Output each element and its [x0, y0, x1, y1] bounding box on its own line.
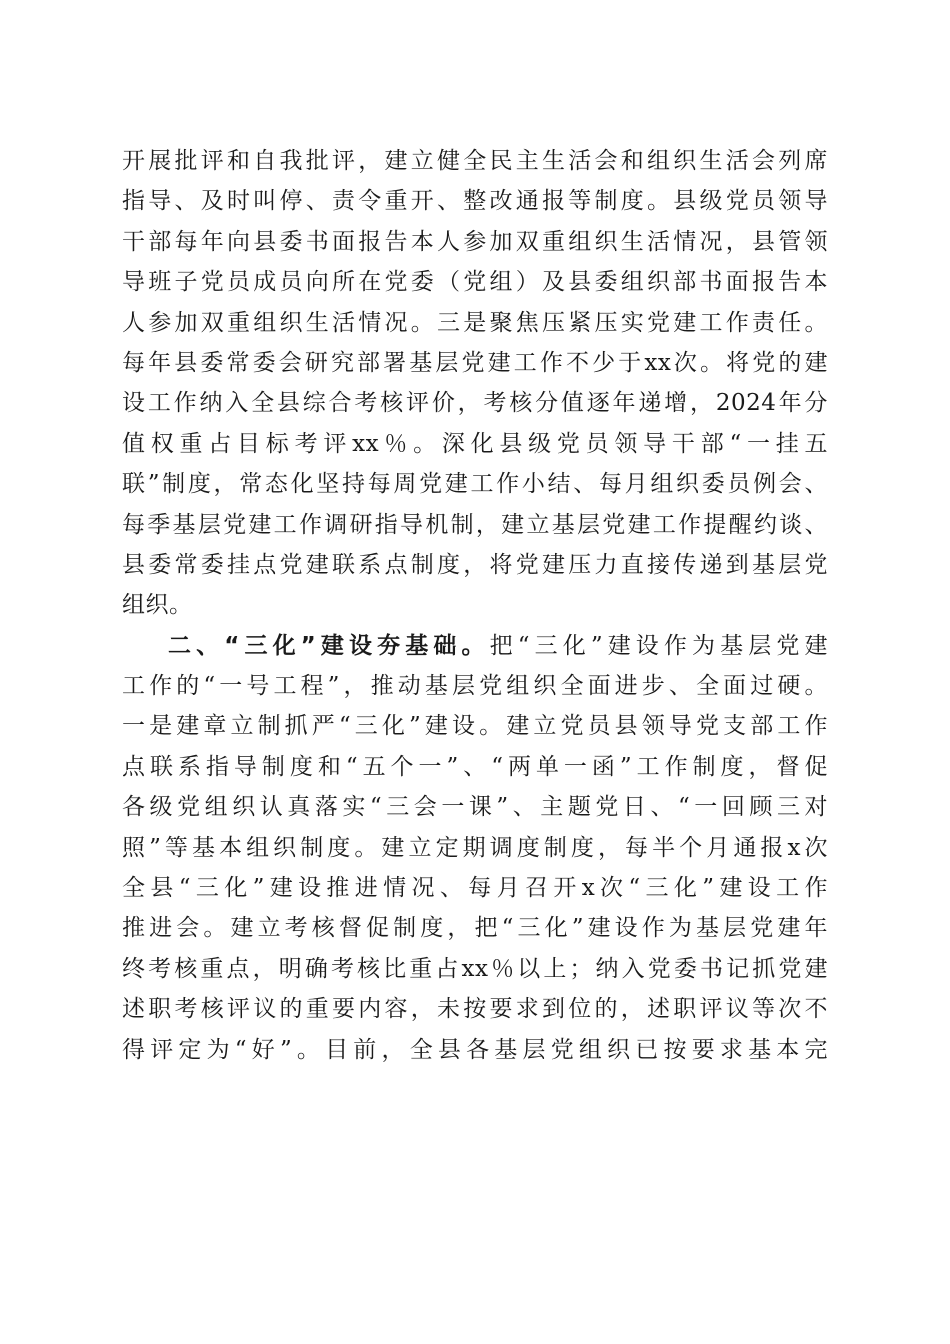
text-line: 开展批评和自我批评，建立健全民主生活会和组织生活会列席 [122, 148, 828, 174]
section-two-heading: 二、“三化”建设夯基础。 [168, 632, 490, 659]
text-line: 指导、及时叫停、责令重开、整改通报等制度。县级党员领导 [122, 188, 828, 215]
text-line: 人参加双重组织生活情况。三是聚焦压紧压实党建工作责任。 [122, 309, 828, 336]
text-line: 县委常委挂点党建联系点制度，将党建压力直接传递到基层党 [122, 551, 828, 578]
text-line: 组织。 [122, 592, 193, 619]
text-line: 干部每年向县委书面报告本人参加双重组织生活情况，县管领 [122, 228, 828, 255]
text-line: 述职考核评议的重要内容，未按要求到位的，述职评议等次不 [122, 996, 828, 1023]
text-line: 终考核重点，明确考核比重占xx％以上；纳入党委书记抓党建 [122, 955, 828, 982]
text-line: 联”制度，常态化坚持每周党建工作小结、每月组织委员例会、 [122, 471, 828, 498]
text-line: 全县“三化”建设推进情况、每月召开x次“三化”建设工作 [122, 875, 828, 902]
text-line: 值权重占目标考评xx％。深化县级党员领导干部“一挂五 [122, 430, 828, 457]
text-line: 每年县委常委会研究部署基层党建工作不少于xx次。将党的建 [122, 349, 828, 376]
text-line: 导班子党员成员向所在党委（党组）及县委组织部书面报告本 [122, 269, 828, 296]
text-line: 照”等基本组织制度。建立定期调度制度，每半个月通报x次 [122, 834, 828, 861]
text-line: 一是建章立制抓严“三化”建设。建立党员县领导党支部工作 [122, 713, 828, 740]
text-line: 每季基层党建工作调研指导机制，建立基层党建工作提醒约谈、 [122, 511, 828, 538]
document-body [122, 141, 828, 1070]
text-line: 各级党组织认真落实“三会一课”、主题党日、“一回顾三对 [122, 794, 828, 821]
section-two-first-line: 把“三化”建设作为基层党建 [489, 632, 828, 659]
text-line: 得评定为“好”。目前，全县各基层党组织已按要求基本完 [122, 1036, 828, 1063]
text-line: 工作的“一号工程”，推动基层党组织全面进步、全面过硬。 [122, 673, 828, 700]
text-line: 点联系指导制度和“五个一”、“两单一函”工作制度，督促 [122, 753, 828, 780]
text-line: 推进会。建立考核督促制度，把“三化”建设作为基层党建年 [122, 915, 828, 942]
section-heading-line [122, 626, 828, 666]
text-line: 设工作纳入全县综合考核评价，考核分值逐年递增，2024年分 [122, 390, 828, 417]
